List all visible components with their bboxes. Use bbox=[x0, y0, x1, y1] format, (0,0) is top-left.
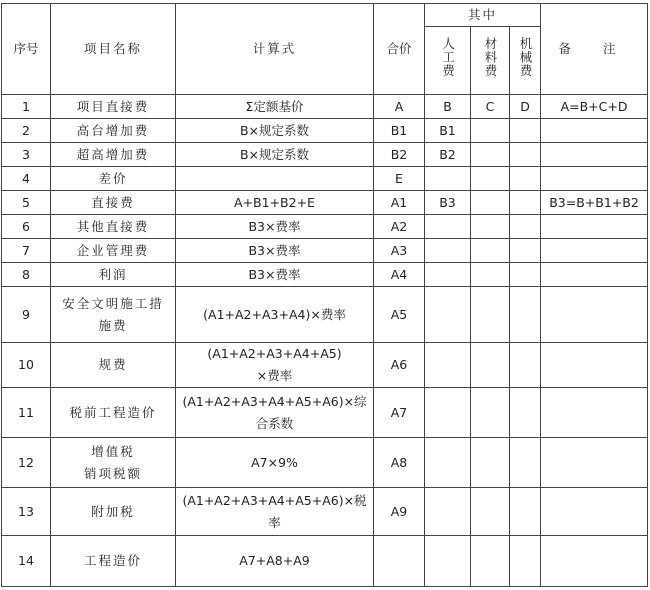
row-no: 14 bbox=[2, 536, 51, 587]
row-machine: D bbox=[510, 95, 541, 119]
row-name: 差价 bbox=[51, 167, 176, 191]
row-machine bbox=[510, 438, 541, 488]
table-row bbox=[2, 143, 648, 167]
row-formula bbox=[176, 167, 374, 191]
header-remark: 备 注 bbox=[541, 4, 648, 95]
row-labor bbox=[425, 488, 471, 536]
row-machine bbox=[510, 191, 541, 215]
row-name: 工程造价 bbox=[51, 536, 176, 587]
row-labor bbox=[425, 263, 471, 287]
table-row bbox=[2, 488, 648, 536]
row-material bbox=[471, 263, 510, 287]
row-formula: (A1+A2+A3+A4)×费率 bbox=[176, 287, 374, 343]
row-name: 直接费 bbox=[51, 191, 176, 215]
row-formula-line2: 合系数 bbox=[255, 415, 294, 431]
row-name-line2: 施费 bbox=[98, 317, 128, 333]
row-no: 3 bbox=[2, 143, 51, 167]
row-material bbox=[471, 388, 510, 438]
row-formula bbox=[176, 343, 374, 388]
row-remark bbox=[541, 215, 648, 239]
row-labor bbox=[425, 343, 471, 388]
row-total bbox=[374, 536, 425, 587]
row-name-line2: 销项税额 bbox=[83, 465, 142, 481]
row-formula: B3×费率 bbox=[176, 239, 374, 263]
row-total: A2 bbox=[374, 215, 425, 239]
row-no: 4 bbox=[2, 167, 51, 191]
row-machine bbox=[510, 488, 541, 536]
row-material bbox=[471, 239, 510, 263]
row-material bbox=[471, 191, 510, 215]
header-labor-text: 人工费 bbox=[440, 36, 456, 78]
row-labor: B1 bbox=[425, 119, 471, 143]
row-labor bbox=[425, 215, 471, 239]
row-labor: B3 bbox=[425, 191, 471, 215]
table-row bbox=[2, 167, 648, 191]
row-machine bbox=[510, 143, 541, 167]
row-no: 8 bbox=[2, 263, 51, 287]
row-machine bbox=[510, 215, 541, 239]
table-row bbox=[2, 95, 648, 119]
row-name: 规费 bbox=[51, 343, 176, 388]
row-formula-line1: (A1+A2+A3+A4+A5+A6)×综 bbox=[182, 393, 367, 409]
row-no: 6 bbox=[2, 215, 51, 239]
row-labor: B2 bbox=[425, 143, 471, 167]
row-no: 12 bbox=[2, 438, 51, 488]
header-material-text: 材料费 bbox=[483, 36, 498, 78]
row-remark bbox=[541, 143, 648, 167]
row-remark bbox=[541, 343, 648, 388]
row-no: 10 bbox=[2, 343, 51, 388]
row-material bbox=[471, 343, 510, 388]
row-formula-line2: ×费率 bbox=[256, 368, 293, 383]
table-row bbox=[2, 215, 648, 239]
header-breakdown: 其中 bbox=[425, 4, 541, 27]
row-formula-line2: 率 bbox=[268, 514, 281, 530]
row-machine bbox=[510, 343, 541, 388]
row-labor bbox=[425, 287, 471, 343]
row-name: 其他直接费 bbox=[51, 215, 176, 239]
row-formula-line1: (A1+A2+A3+A4+A5+A6)×税 bbox=[182, 492, 367, 508]
row-machine bbox=[510, 119, 541, 143]
row-material bbox=[471, 536, 510, 587]
row-formula: B3×费率 bbox=[176, 263, 374, 287]
header-formula: 计算式 bbox=[176, 4, 374, 95]
header-seq: 序号 bbox=[2, 4, 51, 95]
row-remark: A=B+C+D bbox=[541, 95, 648, 119]
row-name: 利润 bbox=[51, 263, 176, 287]
table-row bbox=[2, 239, 648, 263]
row-material bbox=[471, 167, 510, 191]
row-material bbox=[471, 438, 510, 488]
row-total: B2 bbox=[374, 143, 425, 167]
row-name: 高台增加费 bbox=[51, 119, 176, 143]
row-remark bbox=[541, 167, 648, 191]
header-material bbox=[471, 27, 510, 95]
row-remark bbox=[541, 119, 648, 143]
row-material bbox=[471, 143, 510, 167]
row-formula-line1: (A1+A2+A3+A4+A5) bbox=[207, 346, 342, 361]
row-remark bbox=[541, 287, 648, 343]
row-total: A7 bbox=[374, 388, 425, 438]
row-material bbox=[471, 488, 510, 536]
header-labor bbox=[425, 27, 471, 95]
row-machine bbox=[510, 167, 541, 191]
row-material bbox=[471, 119, 510, 143]
row-material bbox=[471, 215, 510, 239]
row-labor bbox=[425, 239, 471, 263]
row-remark bbox=[541, 263, 648, 287]
row-labor: B bbox=[425, 95, 471, 119]
row-remark bbox=[541, 388, 648, 438]
row-formula: A7+A8+A9 bbox=[176, 536, 374, 587]
row-name: 超高增加费 bbox=[51, 143, 176, 167]
row-machine bbox=[510, 388, 541, 438]
row-name: 税前工程造价 bbox=[51, 388, 176, 438]
header-machine-text: 机械费 bbox=[518, 36, 534, 78]
row-name: 企业管理费 bbox=[51, 239, 176, 263]
table-row bbox=[2, 119, 648, 143]
row-name: 附加税 bbox=[51, 488, 176, 536]
row-formula: B×规定系数 bbox=[176, 143, 374, 167]
table-row bbox=[2, 343, 648, 388]
row-labor bbox=[425, 536, 471, 587]
row-material: C bbox=[471, 95, 510, 119]
row-formula: B3×费率 bbox=[176, 215, 374, 239]
row-name-line1: 安全文明施工措 bbox=[62, 295, 164, 311]
row-remark bbox=[541, 239, 648, 263]
header-item-name: 项目名称 bbox=[51, 4, 176, 95]
row-machine bbox=[510, 239, 541, 263]
row-remark bbox=[541, 438, 648, 488]
row-formula: A+B1+B2+E bbox=[176, 191, 374, 215]
row-name: 项目直接费 bbox=[51, 95, 176, 119]
cost-table bbox=[1, 3, 648, 587]
table-row bbox=[2, 191, 648, 215]
table-row bbox=[2, 287, 648, 343]
row-machine bbox=[510, 536, 541, 587]
table-row bbox=[2, 388, 648, 438]
row-machine bbox=[510, 263, 541, 287]
table-row bbox=[2, 438, 648, 488]
row-formula: A7×9% bbox=[176, 438, 374, 488]
row-formula: Σ定额基价 bbox=[176, 95, 374, 119]
row-no: 7 bbox=[2, 239, 51, 263]
row-name bbox=[51, 438, 176, 488]
row-total: A5 bbox=[374, 287, 425, 343]
row-total: A8 bbox=[374, 438, 425, 488]
row-no: 1 bbox=[2, 95, 51, 119]
row-labor bbox=[425, 438, 471, 488]
row-name-line1: 增值税 bbox=[91, 443, 135, 459]
row-total: E bbox=[374, 167, 425, 191]
row-machine bbox=[510, 287, 541, 343]
row-no: 9 bbox=[2, 287, 51, 343]
row-total: A9 bbox=[374, 488, 425, 536]
row-remark bbox=[541, 536, 648, 587]
header-total: 合价 bbox=[374, 4, 425, 95]
row-labor bbox=[425, 167, 471, 191]
row-total: A1 bbox=[374, 191, 425, 215]
table-row bbox=[2, 263, 648, 287]
row-material bbox=[471, 287, 510, 343]
row-no: 5 bbox=[2, 191, 51, 215]
header-machine bbox=[510, 27, 541, 95]
row-labor bbox=[425, 388, 471, 438]
row-remark: B3=B+B1+B2 bbox=[541, 191, 648, 215]
row-total: B1 bbox=[374, 119, 425, 143]
row-total: A4 bbox=[374, 263, 425, 287]
row-name bbox=[51, 287, 176, 343]
row-formula bbox=[176, 388, 374, 438]
row-remark bbox=[541, 488, 648, 536]
row-no: 11 bbox=[2, 388, 51, 438]
row-total: A3 bbox=[374, 239, 425, 263]
row-formula: B×规定系数 bbox=[176, 119, 374, 143]
row-total: A bbox=[374, 95, 425, 119]
row-no: 2 bbox=[2, 119, 51, 143]
table-row bbox=[2, 536, 648, 587]
row-formula bbox=[176, 488, 374, 536]
row-total: A6 bbox=[374, 343, 425, 388]
row-no: 13 bbox=[2, 488, 51, 536]
